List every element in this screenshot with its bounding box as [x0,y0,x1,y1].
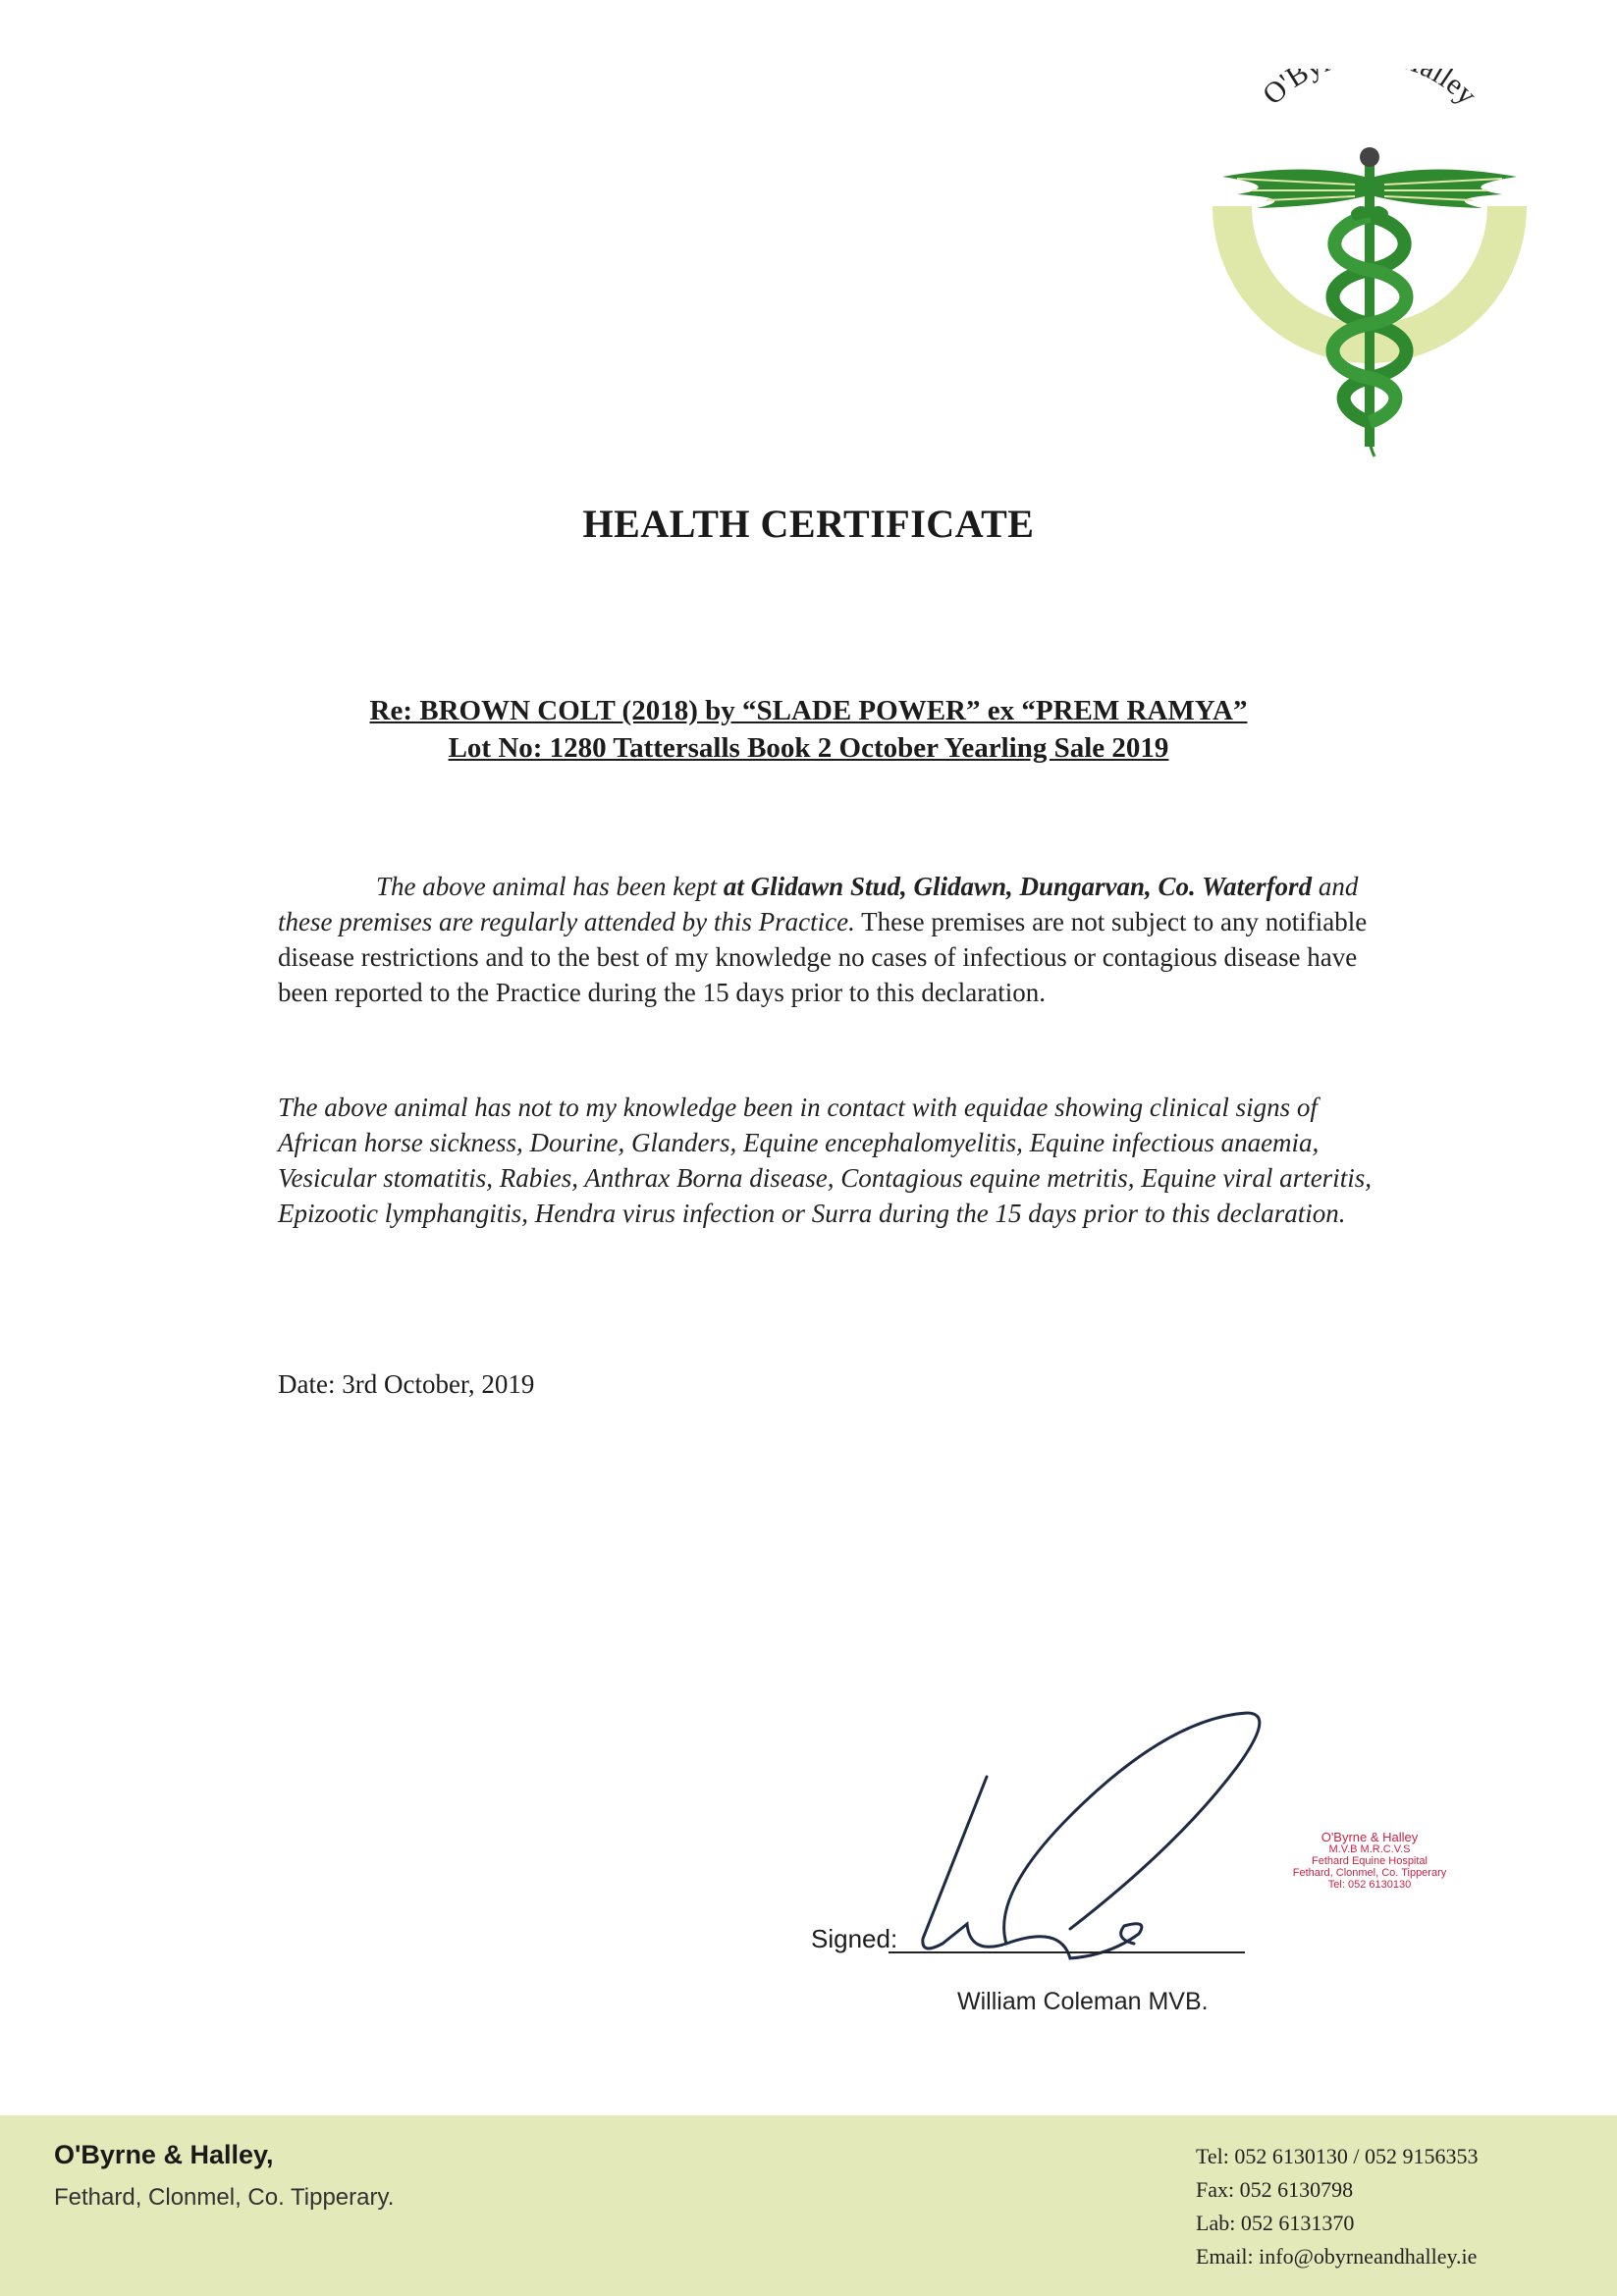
handwritten-signature [913,1698,1286,1963]
certificate-title: HEALTH CERTIFICATE [582,502,1035,546]
footer-tel: Tel: 052 6130130 / 052 9156353 [1196,2144,1479,2168]
premises-attended: and these premises are regularly attended by this Practice. [278,872,1359,936]
footer-address: Fethard, Clonmel, Co. Tipperary. [54,2184,395,2211]
practice-logo [1208,69,1532,461]
caduceus-logo-icon [1208,69,1532,461]
disease-paragraph: The above animal has not to my knowledge been in contact with equidae showing clinical signs of African horse sickness, Dourine, Glanders, Equine encephalomyelitis, Equine infectious anaemia, Vesicular stomatitis, Rabies, Anthrax Borna disease, Contagious equine metritis, Equine viral arteritis, Epizootic lymphangitis, Hendra virus infection or Surra during the 15 days prior to this declaration. [278,1093,1372,1228]
premises-lead: The above animal has been kept [376,872,724,901]
signed-label: Signed: [811,1924,898,1953]
footer-fax: Fax: 052 6130798 [1196,2177,1354,2202]
premises-location: at Glidawn Stud, Glidawn, Dungarvan, Co. Waterford [723,872,1313,901]
certificate-date: Date: 3rd October, 2019 [278,1369,535,1399]
footer-lab: Lab: 052 6131370 [1196,2211,1355,2235]
practice-stamp: O'Byrne & Halley M.V.B M.R.C.V.S Fethard Equine Hospital Fethard, Clonmel, Co. Tipperary Tel: 052 6130130 [1292,1830,1447,1891]
reference-block [0,692,1617,767]
footer-company: O'Byrne & Halley, [54,2140,274,2169]
premises-declaration: These premises are not subject to any notifiable disease restrictions and to the best of my knowledge no cases of infectious or contagious disease have been reported to the Practice during the 15 days prior to this declaration. [278,907,1368,1007]
svg-text:O'Byrne & Halley [1257,69,1483,111]
reference-lot: Lot No: 1280 Tattersalls Book 2 October Yearling Sale 2019 [448,732,1169,764]
reference-horse: Re: BROWN COLT (2018) by “SLADE POWER” ex “PREM RAMYA” [369,695,1248,726]
signature-line [889,1951,1245,1953]
logo-text: O'B lley [1256,69,1483,112]
footer-contact [1196,2140,1479,2273]
letterhead-footer [0,2115,1617,2296]
signer-name: William Coleman MVB. [957,1988,1209,2015]
premises-paragraph [278,869,1387,1010]
footer-email: Email: info@obyrneandhalley.ie [1196,2244,1478,2269]
